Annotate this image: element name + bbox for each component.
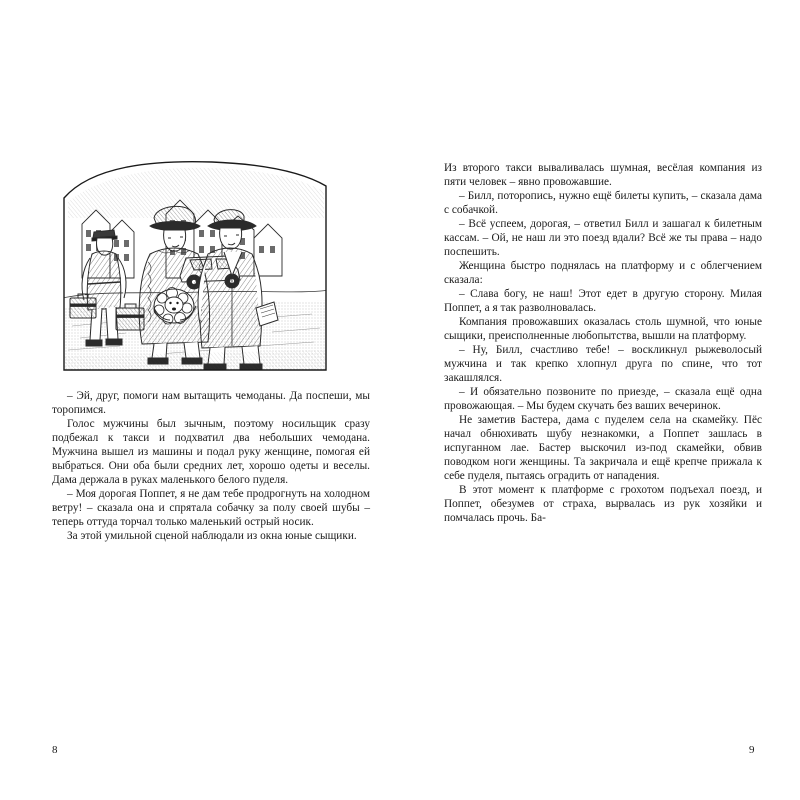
paragraph: – И обязательно позвоните по приезде, – сказала ещё одна провожающая. – Мы будем скучать без ваших вечеринок. — [444, 386, 762, 412]
paragraph: Женщина быстро поднялась на платформу и с облегчением сказала: — [444, 260, 762, 286]
right-page — [444, 130, 762, 660]
paragraph: В этот момент к платформе с грохотом подъехал поезд, и Поппет, обезумев от страха, вырвалась из рук хозяйки и помчалась прочь. Ба- — [444, 484, 762, 524]
paragraph: – Эй, друг, помоги нам вытащить чемоданы. Да поспеши, мы торопимся. — [52, 390, 370, 416]
illustration-station-scene — [62, 158, 330, 373]
page-number-right: 9 — [749, 744, 755, 756]
paragraph: – Ну, Билл, счастливо тебе! – воскликнул рыжеволосый мужчина и так крепко хлопнул друга по спине, что тот закашлялся. — [444, 344, 762, 384]
paragraph: – Слава богу, не наш! Этот едет в другую сторону. Милая Поппет, а я так разволновалась. — [444, 288, 762, 314]
page-number-left: 8 — [52, 744, 58, 756]
left-page — [52, 130, 370, 660]
paragraph: Компания провожавших оказалась столь шумной, что юные сыщики, преисполненные любопытства, вышли на платформу. — [444, 316, 762, 342]
paragraph: За этой умильной сценой наблюдали из окна юные сыщики. — [67, 530, 357, 542]
left-page-body — [52, 389, 370, 543]
paragraph: Голос мужчины был зычным, поэтому носильщик сразу подбежал к такси и подхватил два небольших чемодана. Мужчина вышел из машины и подал руку женщине, помогая ей выбраться. Они оба были средних лет, хорошо одеты и веселы. Дама держала в руках маленького белого пуделя. — [52, 418, 370, 486]
paragraph: – Моя дорогая Поппет, я не дам тебе продрогнуть на холодном ветру! – сказала она и спрятала собачку за полу своей шубы – теперь оттуда торчал только маленький острый носик. — [52, 488, 370, 528]
paragraph: – Всё успеем, дорогая, – ответил Билл и зашагал к билетным кассам. – Ой, не наш ли это поезд вдали? Всё же ты права – надо поспешить. — [444, 218, 762, 258]
right-page-body — [444, 161, 762, 525]
paragraph: Из второго такси вываливалась шумная, весёлая компания из пяти человек – явно провожавшие. — [444, 162, 762, 188]
paragraph: Не заметив Бастера, дама с пуделем села на скамейку. Пёс начал обнюхивать шубу незнакомки, а Поппет зашлась в испуганном лае. Бастер выскочил из-под скамейки, обвив поводком ноги женщины. Та закричала и ещё крепче прижала к себе пуделя, пытаясь оградить от нападения. — [444, 414, 762, 482]
paragraph: – Билл, поторопись, нужно ещё билеты купить, – сказала дама с собачкой. — [444, 190, 762, 216]
